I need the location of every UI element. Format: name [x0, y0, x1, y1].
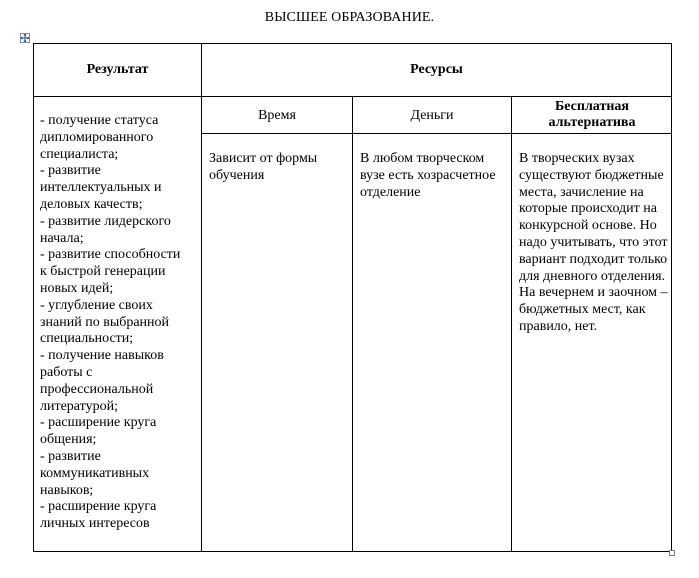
result-line: начала; — [40, 230, 84, 246]
result-line: дипломированного — [40, 129, 154, 145]
result-line: - развитие — [40, 163, 101, 179]
free-alternative-cell: В творческих вузах существуют бюджетные места, зачисление на которые происходит на конкурсной основе. Но надо учитывать, что этот вариант подходит только для дневного отделения. На вечернем и заочном – бюджетных мест, как правило, нет. — [519, 151, 668, 334]
result-line: личных интересов — [40, 516, 150, 532]
time-cell: Зависит от формы обучения — [209, 151, 318, 183]
free-alternative-subheader: Бесплатная альтернатива — [548, 99, 636, 130]
subheader-row-divider — [201, 133, 672, 134]
result-line: деловых качеств; — [40, 196, 143, 212]
result-line: коммуникативных — [40, 465, 150, 481]
money-cell: В любом творческом вузе есть хозрасчетное отделение — [360, 151, 496, 200]
result-line: - получение навыков — [40, 348, 164, 364]
result-line: - расширение круга — [40, 499, 157, 515]
result-line: - развитие лидерского — [40, 213, 171, 229]
result-line: - углубление своих — [40, 297, 153, 313]
result-header: Результат — [86, 62, 149, 77]
result-line: работы с — [40, 364, 93, 380]
table-border-left — [33, 43, 34, 552]
document-title: ВЫСШЕЕ ОБРАЗОВАНИЕ. — [264, 10, 435, 25]
result-line: профессиональной — [40, 381, 154, 397]
result-list — [40, 113, 198, 533]
result-line: - развитие — [40, 448, 101, 464]
result-line: к быстрой генерации — [40, 264, 166, 280]
result-line: - получение статуса — [40, 113, 159, 128]
result-line: интеллектуальных и — [40, 180, 162, 196]
time-column-divider — [352, 96, 353, 552]
result-line: общения; — [40, 432, 97, 448]
table-border-top — [33, 43, 672, 44]
table-border-right — [671, 43, 672, 552]
result-line: специалиста; — [40, 146, 119, 162]
time-subheader: Время — [258, 108, 296, 123]
result-line: специальности; — [40, 331, 134, 347]
table-end-marker — [669, 550, 675, 556]
money-subheader: Деньги — [410, 108, 454, 123]
result-line: - расширение круга — [40, 415, 157, 431]
result-line: литературой; — [40, 398, 118, 414]
result-line: знаний по выбранной — [40, 314, 170, 330]
result-line: навыков; — [40, 482, 94, 498]
resources-header: Ресурсы — [410, 62, 463, 77]
table-move-handle-icon[interactable] — [20, 33, 30, 43]
money-column-divider — [511, 96, 512, 552]
result-line: новых идей; — [40, 280, 114, 296]
result-line: - развитие способности — [40, 247, 181, 263]
